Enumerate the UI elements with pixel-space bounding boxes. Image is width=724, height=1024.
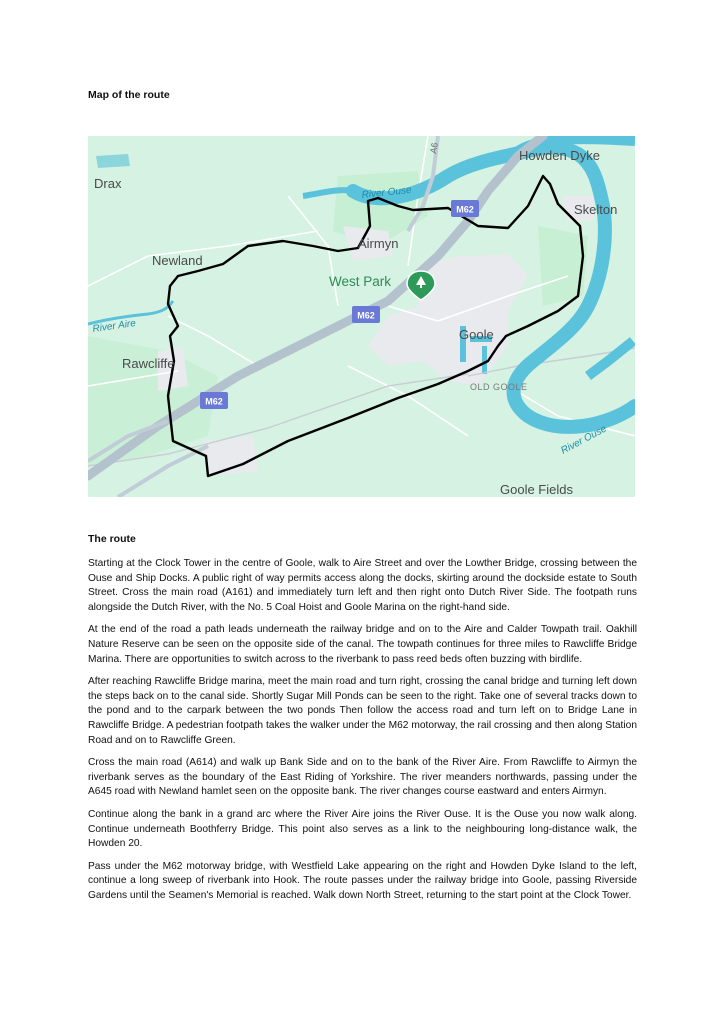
urban-bottom: [203, 436, 258, 476]
route-description: [88, 557, 637, 911]
map-label-newland: Newland: [152, 253, 203, 268]
map-label-old-goole: OLD GOOLE: [470, 382, 528, 392]
map-label-west-park: West Park: [329, 274, 392, 289]
motorway-shield-icon: [451, 200, 479, 217]
map-label-skelton: Skelton: [574, 202, 618, 217]
map-label-howden-dyke: Howden Dyke: [519, 148, 600, 163]
route-map[interactable]: [88, 136, 635, 497]
map-label-river-aire: River Aire: [91, 318, 137, 335]
route-paragraph: At the end of the road a path leads underneath the railway bridge and on to the Aire and Calder Towpath trail. Oakhill Nature Reserve can be seen on the opposite side of the canal. The towpath continues for three miles to Rawcliffe Bridge Marina. There are opportunities to switch across to the riverbank to pass reed beds often buzzing with birdlife.: [88, 624, 637, 665]
map-label-a-road: A6: [428, 141, 440, 155]
map-label-goole-fields: Goole Fields: [500, 482, 573, 497]
map-label-m62-c: M62: [205, 396, 223, 407]
dock: [482, 346, 487, 374]
lake: [96, 154, 130, 168]
motorway-shield-icon: [352, 306, 380, 323]
route-paragraph: Starting at the Clock Tower in the centre of Goole, walk to Aire Street and over the Lowther Bridge, crossing between the Ouse and Ship Docks. A public right of way permits access along the docks, skirting around the dockside estate to South Street. Cross the main road (A161) and immediately turn left and then right onto Dutch River Side. The footpath runs alongside the Dutch River, with the No. 5 Coal Hoist and Goole Marina on the right-hand side.: [88, 558, 637, 613]
route-paragraph: Continue along the bank in a grand arc where the River Aire joins the River Ouse. It is the Ouse you now walk along. Continue underneath Boothferry Bridge. This point also serves as a link to the neighbouring long-distance walk, the Howden 20.: [88, 808, 637, 850]
route-paragraph: Cross the main road (A614) and walk up Bank Side and on to the bank of the River Aire. From Rawcliffe to Airmyn the riverbank serves as the boundary of the East Riding of Yorkshire. The river meanders northwards, passing under the A645 road with Newland hamlet seen on the opposite bank. The river changes course eastward and enters Airmyn.: [88, 757, 637, 798]
map-heading: Map of the route: [88, 89, 170, 101]
map-label-airmyn: Airmyn: [358, 236, 399, 251]
motorway-shield-icon: [200, 392, 228, 409]
route-heading: The route: [88, 533, 136, 545]
map-label-river-ouse-bottom: River Ouse: [559, 423, 609, 457]
route-paragraph: Pass under the M62 motorway bridge, with Westfield Lake appearing on the right and Howden Dyke Island to the left, continue a long sweep of riverbank into Hook. The route passes under the railway bridge into Goole, passing Riverside Gardens until the Seamen's Memorial is reached. Walk down North Street, returning to the start point at the Clock Tower.: [88, 860, 637, 901]
map-label-river-ouse-top: River Ouse: [361, 184, 413, 201]
map-label-goole: Goole: [459, 327, 494, 342]
route-paragraph: After reaching Rawcliffe Bridge marina, meet the main road and turn right, crossing the canal bridge and turning left down the steps back on to the canal side. Shortly Sugar Mill Ponds can be seen to the right. Take one of several tracks down to the pond and to the carpark between the two ponds Then follow the access road and turn left on to Bridge Lane in Rawcliffe Bridge. A pedestrian footpath takes the walker under the M62 motorway, the rail crossing and then along Station Road and on to Rawcliffe Green.: [88, 676, 637, 746]
map-label-rawcliffe: Rawcliffe: [122, 356, 175, 371]
map-label-drax: Drax: [94, 176, 122, 191]
map-label-m62-b: M62: [357, 310, 375, 321]
map-label-m62-a: M62: [456, 204, 474, 215]
